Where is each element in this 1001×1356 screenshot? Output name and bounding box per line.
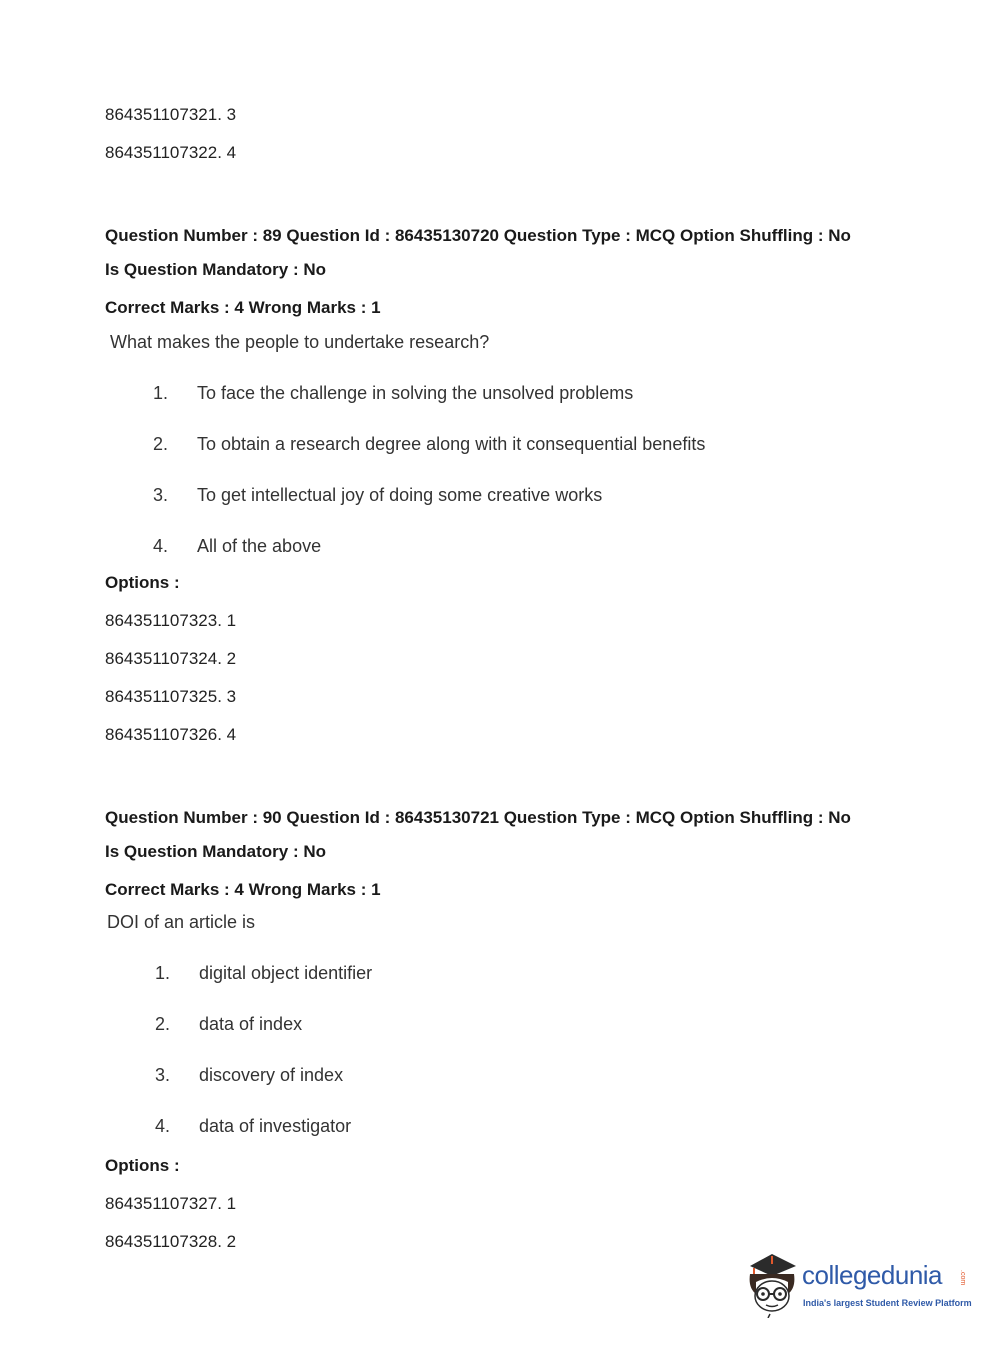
option-line: 864351107325. 3 [105,687,237,706]
choice-item [155,1116,351,1137]
choice-item [153,434,705,455]
choice-text: discovery of index [199,1065,344,1085]
choice-number: 2. [155,1014,171,1034]
choice-number: 3. [153,485,169,505]
question-marks: Correct Marks : 4 Wrong Marks : 1 [105,880,381,899]
question-text: What makes the people to undertake research? [110,332,490,352]
choice-item [155,1065,343,1086]
choice-number: 3. [155,1065,171,1085]
choice-text: To get intellectual joy of doing some creative works [197,485,603,505]
options-label: Options : [105,573,180,592]
option-line: 864351107323. 1 [105,611,237,630]
choice-item [155,963,372,984]
choice-item [153,485,602,506]
choice-number: 4. [153,536,169,556]
choice-text: To obtain a research degree along with it consequential benefits [197,434,706,454]
option-line: 864351107326. 4 [105,725,237,744]
question-text: DOI of an article is [107,912,256,932]
options-label: Options : [105,1156,180,1175]
choice-item [153,383,633,404]
option-line: 864351107321. 3 [105,105,237,124]
option-line: 864351107327. 1 [105,1194,237,1213]
choice-item [155,1014,302,1035]
mascot-icon [742,1252,802,1318]
choice-item [153,536,321,557]
logo-wordmark: collegedunia [802,1260,943,1290]
question-marks: Correct Marks : 4 Wrong Marks : 1 [105,298,381,317]
choice-text: data of index [199,1014,303,1034]
choice-number: 4. [155,1116,171,1136]
question-mandatory: Is Question Mandatory : No [105,842,327,861]
option-line: 864351107328. 2 [105,1232,237,1251]
question-mandatory: Is Question Mandatory : No [105,260,327,279]
option-line: 864351107322. 4 [105,143,237,162]
logo-suffix: .com [959,1270,966,1286]
question-header: Question Number : 89 Question Id : 86435130720 Question Type : MCQ Option Shuffling : No [105,226,851,245]
choice-number: 1. [155,963,171,983]
choice-text: digital object identifier [199,963,373,983]
choice-text: All of the above [197,536,322,556]
collegedunia-logo [742,1252,972,1322]
option-line: 864351107324. 2 [105,649,237,668]
choice-text: data of investigator [199,1116,352,1136]
choice-number: 1. [153,383,169,403]
choice-text: To face the challenge in solving the unsolved problems [197,383,634,403]
choice-number: 2. [153,434,169,454]
question-header: Question Number : 90 Question Id : 86435130721 Question Type : MCQ Option Shuffling : No [105,808,851,827]
logo-tagline: India's largest Student Review Platform [803,1298,972,1308]
